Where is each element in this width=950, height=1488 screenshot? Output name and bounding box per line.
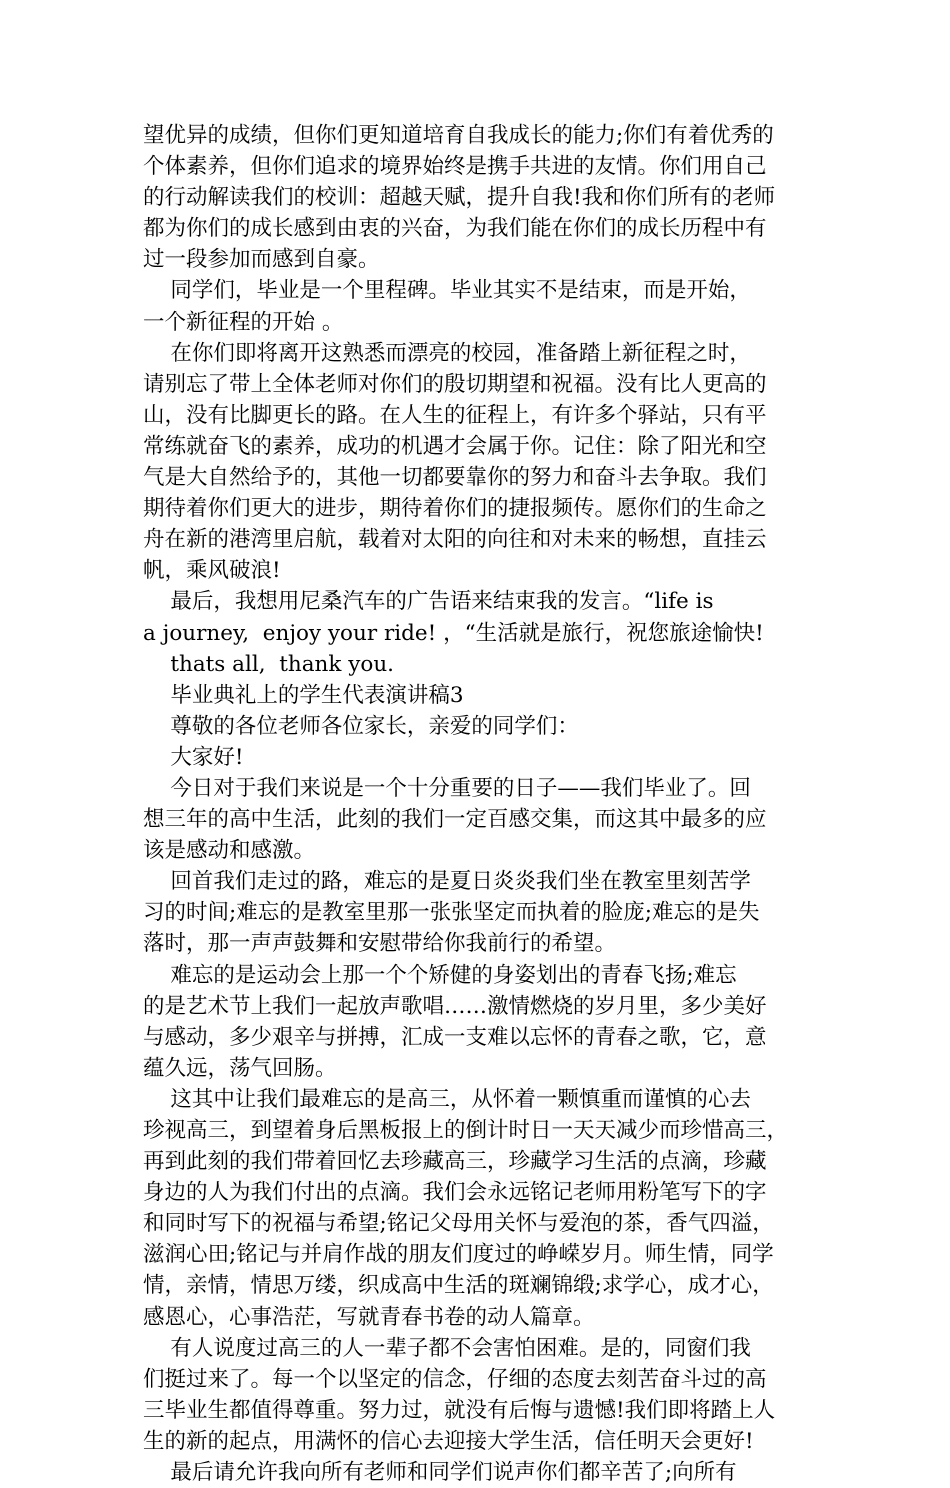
text-line: 难忘的是运动会上那一个个矫健的身姿划出的青春飞扬;难忘 <box>143 962 737 988</box>
text-line: 舟在新的港湾里启航，载着对太阳的向往和对未来的畅想，直挂云 <box>143 527 767 553</box>
text-line: 再到此刻的我们带着回忆去珍藏高三，珍藏学习生活的点滴，珍藏 <box>143 1149 767 1175</box>
paragraph <box>143 586 811 648</box>
text-line: 滋润心田;铭记与并肩作战的朋友们度过的峥嵘岁月。师生情，同学 <box>143 1242 774 1268</box>
text-line: 今日对于我们来说是一个十分重要的日子——我们毕业了。回 <box>143 775 751 801</box>
text-line: 个体素养，但你们追求的境界始终是携手共进的友情。你们用自己 <box>143 154 767 180</box>
text-line: 想三年的高中生活，此刻的我们一定百感交集，而这其中最多的应 <box>143 807 767 833</box>
text-line: 生的新的起点，用满怀的信心去迎接大学生活，信任明天会更好! <box>143 1428 754 1454</box>
text-line: 感恩心，心事浩茫，写就青春书卷的动人篇章。 <box>143 1304 595 1330</box>
text-line: 一个新征程的开始 。 <box>143 309 344 335</box>
text-line: 在你们即将离开这熟悉而漂亮的校园，准备踏上新征程之时， <box>143 340 751 366</box>
text-line: 气是大自然给予的，其他一切都要靠你的努力和奋斗去争取。我们 <box>143 465 767 491</box>
text-line: 情，亲情，情思万缕，织成高中生活的斑斓锦缎;求学心，成才心， <box>143 1273 774 1299</box>
text-line: 的是艺术节上我们一起放声歌唱……激情燃烧的岁月里，多少美好 <box>143 993 767 1019</box>
text-line: thats all, thank you. <box>143 651 395 677</box>
text-line: 珍视高三，到望着身后黑板报上的倒计时日一天天减少而珍惜高三， <box>143 1118 789 1143</box>
text-line: 期待着你们更大的进步，期待着你们的捷报频传。愿你们的生命之 <box>143 496 767 522</box>
paragraph <box>143 649 811 680</box>
text-line: 回首我们走过的路，难忘的是夏日炎炎我们坐在教室里刻苦学 <box>143 869 751 895</box>
text-line: 尊敬的各位老师各位家长，亲爱的同学们： <box>143 713 579 739</box>
text-line: 毕业典礼上的学生代表演讲稿3 <box>143 682 464 708</box>
text-line: 最后请允许我向所有老师和同学们说声你们都辛苦了;向所有 <box>143 1460 737 1486</box>
text-line: 都为你们的成长感到由衷的兴奋，为我们能在你们的成长历程中有 <box>143 216 767 242</box>
paragraph <box>143 680 811 711</box>
paragraph <box>143 866 811 959</box>
text-line: a journey, enjoy your ride! ，“生活就是旅行，祝您旅途愉快! <box>143 620 764 646</box>
text-line: 这其中让我们最难忘的是高三，从怀着一颗慎重而谨慎的心去 <box>143 1086 751 1112</box>
paragraph <box>143 338 811 587</box>
paragraph <box>143 275 811 337</box>
text-line: 该是感动和感激。 <box>143 838 316 864</box>
text-line: 望优异的成绩，但你们更知道培育自我成长的能力;你们有着优秀的 <box>143 123 774 148</box>
paragraph <box>143 960 811 1084</box>
text-line: 落时，那一声声鼓舞和安慰带给你我前行的希望。 <box>143 931 617 957</box>
text-line: 山，没有比脚更长的路。在人生的征程上，有许多个驿站，只有平 <box>143 402 767 428</box>
text-line: 请别忘了带上全体老师对你们的殷切期望和祝福。没有比人更高的 <box>143 371 767 397</box>
text-line: 们挺过来了。每一个以坚定的信念，仔细的态度去刻苦奋斗过的高 <box>143 1366 767 1392</box>
paragraph <box>143 711 811 742</box>
text-line: 同学们，毕业是一个里程碑。毕业其实不是结束，而是开始， <box>143 278 751 304</box>
text-line: 帆，乘风破浪! <box>143 558 281 584</box>
paragraph <box>143 742 811 773</box>
text-line: 最后，我想用尼桑汽车的广告语来结束我的发言。“life is <box>143 589 714 615</box>
text-line: 习的时间;难忘的是教室里那一张张坚定而执着的脸庞;难忘的是失 <box>143 900 760 926</box>
document-body <box>143 120 811 1488</box>
paragraph <box>143 1457 811 1488</box>
paragraph <box>143 120 811 275</box>
text-line: 与感动，多少艰辛与拼搏，汇成一支难以忘怀的青春之歌，它，意 <box>143 1024 767 1050</box>
text-line: 过一段参加而感到自豪。 <box>143 247 380 273</box>
text-line: 身边的人为我们付出的点滴。我们会永远铭记老师用粉笔写下的字 <box>143 1180 767 1206</box>
text-line: 和同时写下的祝福与希望;铭记父母用关怀与爱泡的茶，香气四溢， <box>143 1211 774 1237</box>
text-line: 蕴久远，荡气回肠。 <box>143 1055 337 1081</box>
text-line: 三毕业生都值得尊重。努力过，就没有后悔与遗憾!我们即将踏上人 <box>143 1397 776 1423</box>
text-line: 有人说度过高三的人一辈子都不会害怕困难。是的，同窗们我 <box>143 1335 751 1361</box>
text-line: 大家好! <box>143 744 244 770</box>
text-line: 的行动解读我们的校训：超越天赋，提升自我!我和你们所有的老师 <box>143 185 776 211</box>
paragraph <box>143 1084 811 1333</box>
paragraph <box>143 1333 811 1457</box>
paragraph <box>143 773 811 866</box>
text-line: 常练就奋飞的素养，成功的机遇才会属于你。记住：除了阳光和空 <box>143 433 767 459</box>
